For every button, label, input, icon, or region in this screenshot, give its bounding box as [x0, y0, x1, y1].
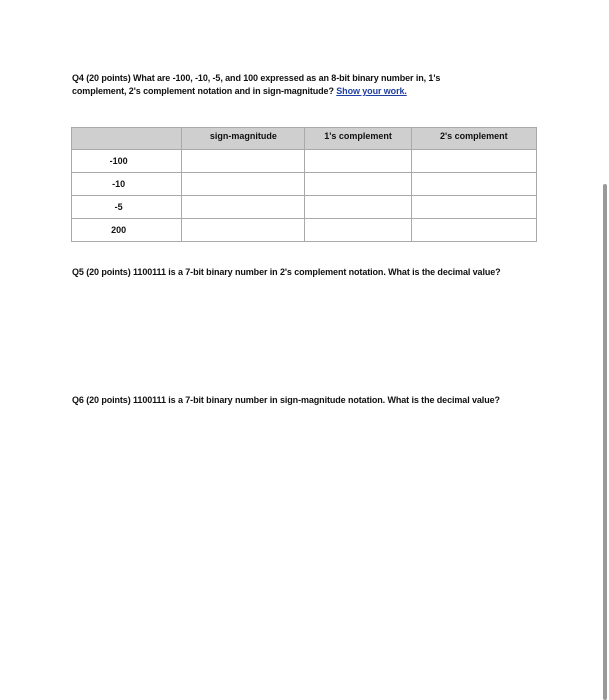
- answer-cell[interactable]: [182, 196, 305, 219]
- table-row: [72, 150, 537, 173]
- answer-cell[interactable]: [305, 196, 411, 219]
- answer-cell[interactable]: [411, 150, 536, 173]
- table-row: [72, 173, 537, 196]
- answer-cell[interactable]: [182, 173, 305, 196]
- answer-cell[interactable]: [411, 219, 536, 242]
- answer-cell[interactable]: [182, 219, 305, 242]
- table-row: [72, 196, 537, 219]
- row-label: -5: [72, 196, 182, 219]
- question-4: [72, 72, 472, 98]
- row-label: -10: [72, 173, 182, 196]
- answer-cell[interactable]: [305, 173, 411, 196]
- row-label: -100: [72, 150, 182, 173]
- question-5-text: Q5 (20 points) 1100111 is a 7-bit binary number in 2's complement notation. What is the decimal value?: [72, 267, 501, 277]
- header-blank: [72, 128, 182, 150]
- show-work-link[interactable]: Show your work.: [336, 86, 407, 96]
- question-6: [72, 394, 522, 407]
- scrollbar-thumb[interactable]: [603, 184, 607, 700]
- header-sign-magnitude: sign-magnitude: [182, 128, 305, 150]
- answer-table: [71, 127, 537, 242]
- answer-cell[interactable]: [182, 150, 305, 173]
- table-header-row: [72, 128, 537, 150]
- header-twos-complement: 2's complement: [411, 128, 536, 150]
- header-ones-complement: 1's complement: [305, 128, 411, 150]
- question-4-text: Q4 (20 points) What are -100, -10, -5, and 100 expressed as an 8-bit binary number in, 1's complement, 2's complement notation and in sign-magnitude?: [72, 73, 441, 96]
- answer-cell[interactable]: [411, 196, 536, 219]
- vertical-scrollbar[interactable]: [601, 0, 609, 700]
- question-5: [72, 266, 522, 279]
- answer-cell[interactable]: [411, 173, 536, 196]
- table-row: [72, 219, 537, 242]
- answer-cell[interactable]: [305, 219, 411, 242]
- row-label: 200: [72, 219, 182, 242]
- question-6-text: Q6 (20 points) 1100111 is a 7-bit binary number in sign-magnitude notation. What is the decimal value?: [72, 395, 500, 405]
- answer-cell[interactable]: [305, 150, 411, 173]
